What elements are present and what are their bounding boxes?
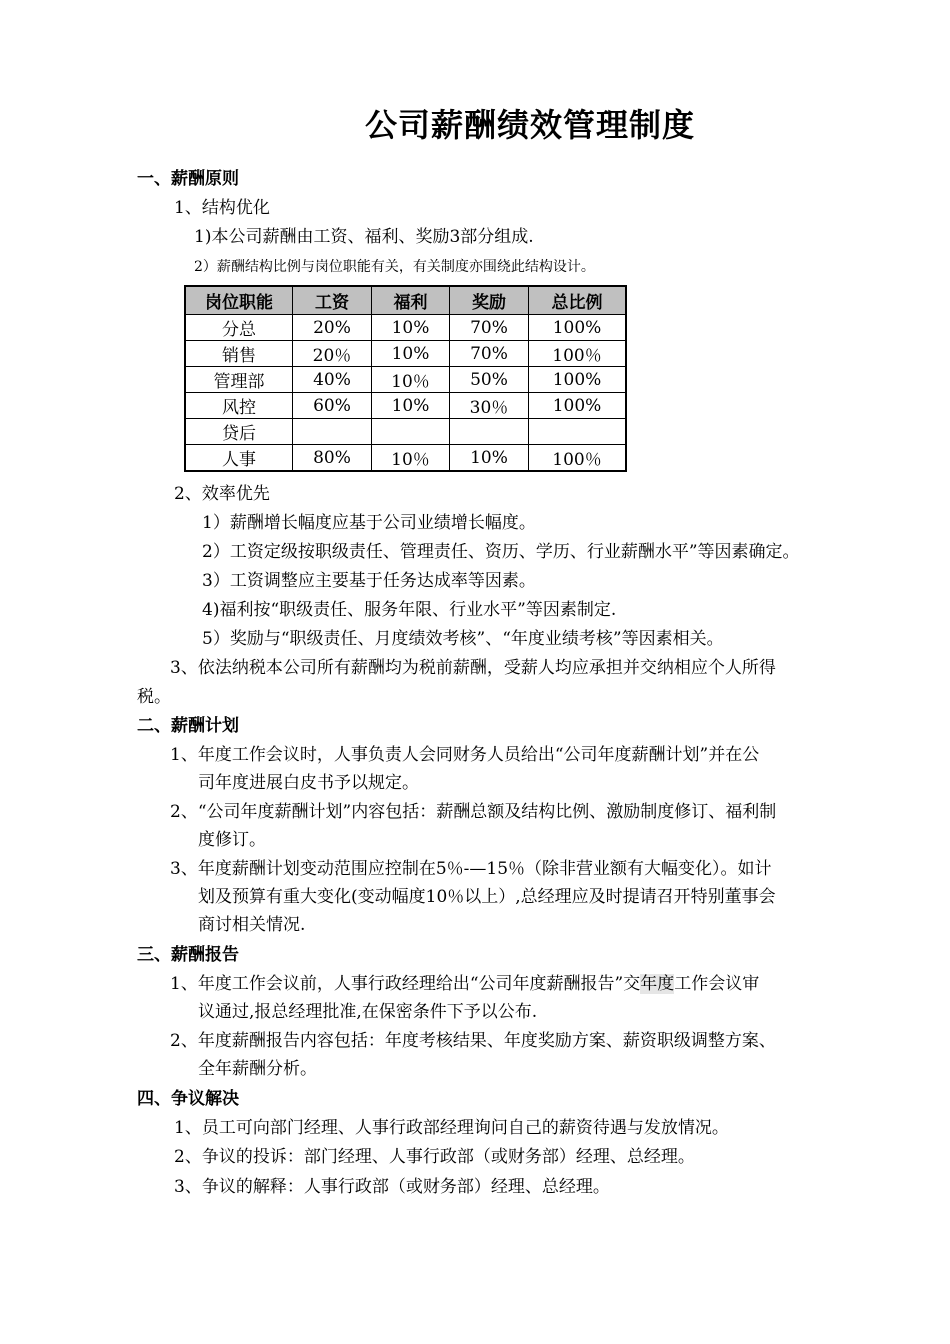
- paragraph: 议通过,报总经理批准,在保密条件下予以公布.: [198, 1002, 538, 1022]
- table-cell: 10％: [372, 445, 450, 472]
- paragraph: 税。: [137, 687, 171, 707]
- paragraph: 2）工资定级按职级责任、管理责任、资历、学历、行业薪酬水平”等因素确定。: [202, 542, 800, 562]
- table-cell: [450, 419, 529, 445]
- paragraph: 5）奖励与“职级责任、月度绩效考核”、“年度业绩考核”等因素相关。: [202, 629, 724, 649]
- table-header: 工资: [293, 286, 372, 315]
- table-cell: 20%: [293, 315, 372, 341]
- table-cell: 30％: [450, 393, 529, 419]
- paragraph: 2、争议的投诉：部门经理、人事行政部（或财务部）经理、总经理。: [174, 1147, 695, 1167]
- table-cell: 70%: [450, 341, 529, 367]
- paragraph: 2、“公司年度薪酬计划”内容包括：薪酬总额及结构比例、激励制度修订、福利制: [170, 802, 777, 822]
- subheading-efficiency: 2、效率优先: [174, 484, 270, 504]
- table-cell: 100％: [529, 445, 627, 472]
- paragraph: 3）工资调整应主要基于任务达成率等因素。: [202, 571, 536, 591]
- table-cell: 70%: [450, 315, 529, 341]
- text-segment: 工作会议审: [674, 974, 760, 994]
- table-row: [185, 367, 626, 393]
- text-segment: 1、年度工作会议前，人事行政经理给出“公司年度薪酬报告”交: [170, 974, 641, 994]
- table-row: [185, 445, 626, 472]
- paragraph: 司年度进展白皮书予以规定。: [198, 773, 419, 793]
- paragraph: 4)福利按“职级责任、服务年限、行业水平”等因素制定.: [202, 600, 617, 620]
- table-cell: 10%: [372, 315, 450, 341]
- table-cell: 销售: [185, 341, 293, 367]
- table-header: 总比例: [529, 286, 627, 315]
- table-cell: 10%: [372, 341, 450, 367]
- table-cell: 10％: [372, 367, 450, 393]
- paragraph: 1）薪酬增长幅度应基于公司业绩增长幅度。: [202, 513, 536, 533]
- paragraph: [170, 973, 759, 995]
- section-heading-2: 二、薪酬计划: [137, 716, 239, 736]
- table-cell: 分总: [185, 315, 293, 341]
- table-cell: [372, 419, 450, 445]
- paragraph: 3、争议的解释：人事行政部（或财务部）经理、总经理。: [174, 1177, 610, 1197]
- table-cell: 40%: [293, 367, 372, 393]
- table-cell: 贷后: [185, 419, 293, 445]
- table-header: 福利: [372, 286, 450, 315]
- document-title: 公司薪酬绩效管理制度: [364, 106, 695, 144]
- table-header-row: [185, 286, 626, 315]
- table-cell: [293, 419, 372, 445]
- table-row: [185, 419, 626, 445]
- paragraph: 1)本公司薪酬由工资、福利、奖励3部分组成.: [194, 227, 534, 247]
- table-row: [185, 393, 626, 419]
- table-cell: 10%: [450, 445, 529, 472]
- table-cell: 风控: [185, 393, 293, 419]
- table-cell: 100％: [529, 341, 627, 367]
- table-cell: 60%: [293, 393, 372, 419]
- table-row: [185, 315, 626, 341]
- table-cell: 100%: [529, 315, 627, 341]
- table-cell: 100%: [529, 393, 627, 419]
- paragraph: 2、年度薪酬报告内容包括：年度考核结果、年度奖励方案、薪资职级调整方案、: [170, 1031, 776, 1051]
- paragraph: 商讨相关情况.: [198, 915, 306, 935]
- table-header: 岗位职能: [185, 286, 293, 315]
- paragraph: 度修订。: [198, 830, 266, 850]
- table-cell: [529, 419, 627, 445]
- highlighted-text: 年度: [640, 974, 675, 994]
- paragraph: 1、年度工作会议时，人事负责人会同财务人员给出“公司年度薪酬计划”并在公: [170, 745, 760, 765]
- subheading-structure: 1、结构优化: [174, 198, 270, 218]
- section-heading-3: 三、薪酬报告: [137, 945, 239, 965]
- paragraph: 3、依法纳税本公司所有薪酬均为税前薪酬，受薪人均应承担并交纳相应个人所得: [170, 658, 776, 678]
- paragraph: 划及预算有重大变化(变动幅度10％以上）,总经理应及时提请召开特别董事会: [198, 887, 776, 907]
- table-cell: 80%: [293, 445, 372, 472]
- paragraph: 全年薪酬分析。: [198, 1059, 317, 1079]
- table-cell: 50%: [450, 367, 529, 393]
- paragraph: 3、年度薪酬计划变动范围应控制在5％-—15％（除非营业额有大幅变化）。如计: [170, 859, 772, 879]
- table-header: 奖励: [450, 286, 529, 315]
- table-cell: 管理部: [185, 367, 293, 393]
- table-cell: 100%: [529, 367, 627, 393]
- section-heading-1: 一、薪酬原则: [137, 169, 239, 189]
- salary-structure-table: [184, 285, 627, 472]
- table-cell: 人事: [185, 445, 293, 472]
- paragraph: 1、员工可向部门经理、人事行政部经理询问自己的薪资待遇与发放情况。: [174, 1118, 729, 1138]
- table-cell: 10%: [372, 393, 450, 419]
- paragraph: 2）薪酬结构比例与岗位职能有关，有关制度亦围绕此结构设计。: [194, 259, 595, 275]
- table-row: [185, 341, 626, 367]
- table-cell: 20％: [293, 341, 372, 367]
- section-heading-4: 四、争议解决: [137, 1089, 239, 1109]
